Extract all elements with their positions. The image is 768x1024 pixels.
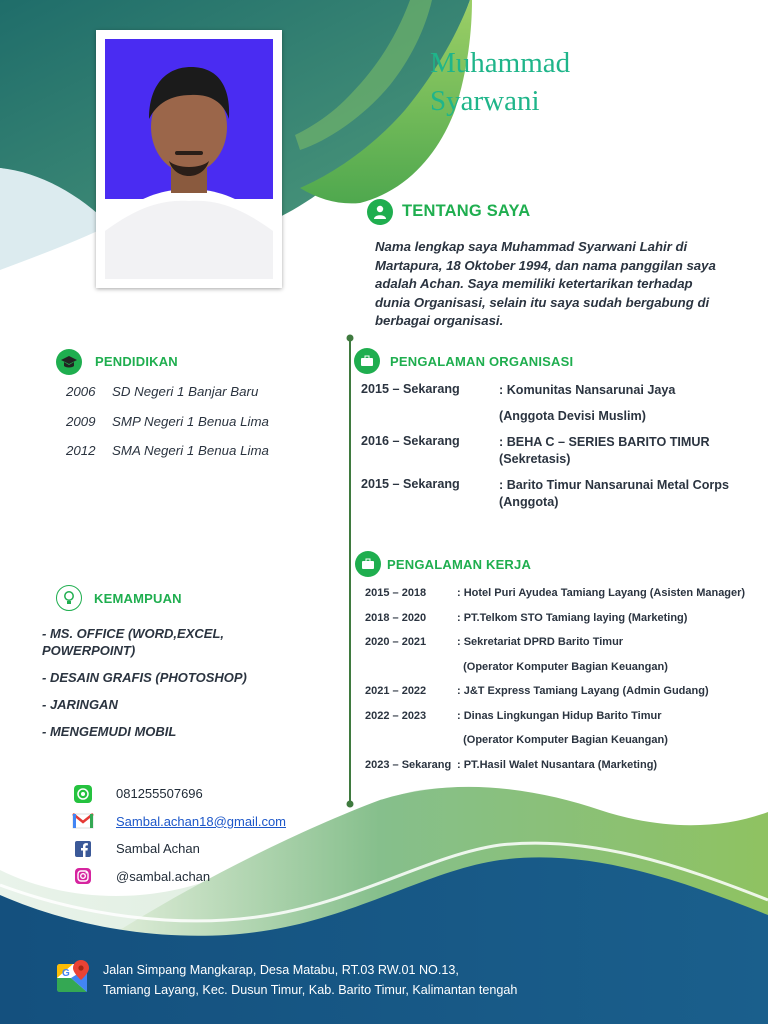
email-link[interactable]: Sambal.achan18@gmail.com [116, 813, 287, 829]
phone-number: 081255507696 [116, 786, 203, 802]
facebook-name: Sambal Achan [116, 841, 200, 857]
work-item [365, 612, 745, 637]
svg-text:G: G [62, 968, 70, 979]
work-detail: : J&T Express Tamiang Layang (Admin Gudang) [457, 685, 709, 697]
about-text: Nama lengkap saya Muhammad Syarwani Lahir di Martapura, 18 Oktober 1994, dan nama panggilan saya adalah Achan. Saya memiliki ketertarikan terhadap dunia Organisasi, selain itu saya sudah bergabung di berbagai organisasi. [375, 239, 716, 329]
organization-list [361, 382, 749, 511]
briefcase-icon [355, 551, 381, 577]
education-school: SMA Negeri 1 Benua Lima [112, 443, 269, 458]
work-period: 2022 – 2023 [365, 709, 427, 722]
organization-item [361, 382, 749, 408]
skills-title: KEMAMPUAN [94, 591, 182, 606]
profile-photo-frame [96, 30, 282, 288]
last-name: Syarwani [430, 85, 540, 117]
briefcase-icon [354, 348, 380, 374]
full-name [430, 44, 570, 120]
work-period: 2015 – 2018 [365, 587, 427, 599]
organization-role: (Sekretasis) [499, 452, 571, 466]
contact-facebook [72, 835, 286, 863]
contact-phone [72, 780, 286, 808]
organization-item [361, 477, 749, 511]
organization-period: 2015 – Sekarang [361, 477, 460, 491]
graduation-cap-icon [56, 349, 82, 375]
organization-item [361, 434, 749, 477]
work-detail: : Hotel Puri Ayudea Tamiang Layang (Asisten Manager) [457, 587, 746, 599]
organization-item-role [361, 408, 749, 434]
map-pin-icon [57, 960, 91, 994]
education-year: 2012 [66, 443, 96, 458]
work-item [365, 759, 745, 784]
facebook-icon [72, 838, 94, 860]
about-title: TENTANG SAYA [402, 202, 531, 220]
education-year: 2009 [66, 413, 96, 429]
work-period: 2021 – 2022 [365, 685, 427, 697]
work-item [365, 710, 745, 735]
education-school: SD Negeri 1 Banjar Baru [112, 384, 259, 399]
education-year: 2006 [66, 384, 96, 399]
education-list [66, 384, 269, 473]
education-item [66, 384, 269, 414]
instagram-handle: @sambal.achan [116, 868, 211, 884]
skill-item: - DESAIN GRAFIS (PHOTOSHOP) [42, 670, 247, 685]
organization-period: 2016 – Sekarang [361, 434, 460, 448]
work-item [365, 636, 745, 661]
organization-period: 2015 – Sekarang [361, 382, 460, 396]
work-title: PENGALAMAN KERJA [387, 557, 532, 572]
work-item [365, 661, 745, 686]
education-item [66, 414, 269, 444]
skills-list [42, 625, 272, 750]
address-line-1: Jalan Simpang Mangkarap, Desa Matabu, RT.03 RW.01 NO.13, [103, 963, 459, 977]
organization-role: (Anggota Devisi Muslim) [499, 409, 646, 423]
skill-item: - MENGEMUDI MOBIL [42, 724, 177, 739]
work-detail: (Operator Komputer Bagian Keuangan) [457, 734, 668, 746]
work-detail: (Operator Komputer Bagian Keuangan) [457, 660, 668, 673]
work-item [365, 685, 745, 710]
education-item [66, 443, 269, 473]
work-item [365, 587, 745, 612]
contact-instagram [72, 863, 286, 891]
work-detail: : Sekretariat DPRD Barito Timur [457, 636, 624, 648]
profile-photo [105, 39, 273, 279]
work-item [365, 734, 745, 759]
organization-name: : Komunitas Nansarunai Jaya [499, 383, 676, 397]
user-icon [367, 199, 393, 225]
skill-item: - MS. OFFICE (WORD,EXCEL, POWERPOINT) [42, 626, 224, 658]
instagram-icon [72, 865, 94, 887]
first-name: Muhammad [430, 47, 571, 79]
work-list [365, 587, 745, 783]
contact-list [72, 780, 286, 890]
work-period: 2018 – 2020 [365, 611, 427, 624]
work-period: 2020 – 2021 [365, 636, 427, 648]
work-detail: : PT.Telkom STO Tamiang laying (Marketing) [457, 611, 688, 624]
whatsapp-icon [72, 783, 94, 805]
lightbulb-icon [56, 585, 82, 611]
education-title: PENDIDIKAN [95, 354, 178, 369]
organization-role: (Anggota) [499, 495, 559, 509]
organization-name: : BEHA C – SERIES BARITO TIMUR [499, 435, 710, 449]
skill-item: - JARINGAN [42, 697, 118, 712]
address [103, 960, 517, 1000]
organization-name: : Barito Timur Nansarunai Metal Corps [499, 478, 729, 492]
work-period: 2023 – Sekarang [365, 758, 452, 771]
organization-title: PENGALAMAN ORGANISASI [390, 354, 574, 369]
address-line-2: Tamiang Layang, Kec. Dusun Timur, Kab. Barito Timur, Kalimantan tengah [103, 983, 518, 997]
contact-email [72, 808, 286, 836]
education-school: SMP Negeri 1 Benua Lima [112, 413, 269, 429]
work-detail: : Dinas Lingkungan Hidup Barito Timur [457, 709, 662, 722]
work-detail: : PT.Hasil Walet Nusantara (Marketing) [457, 758, 658, 771]
gmail-icon [72, 810, 94, 832]
